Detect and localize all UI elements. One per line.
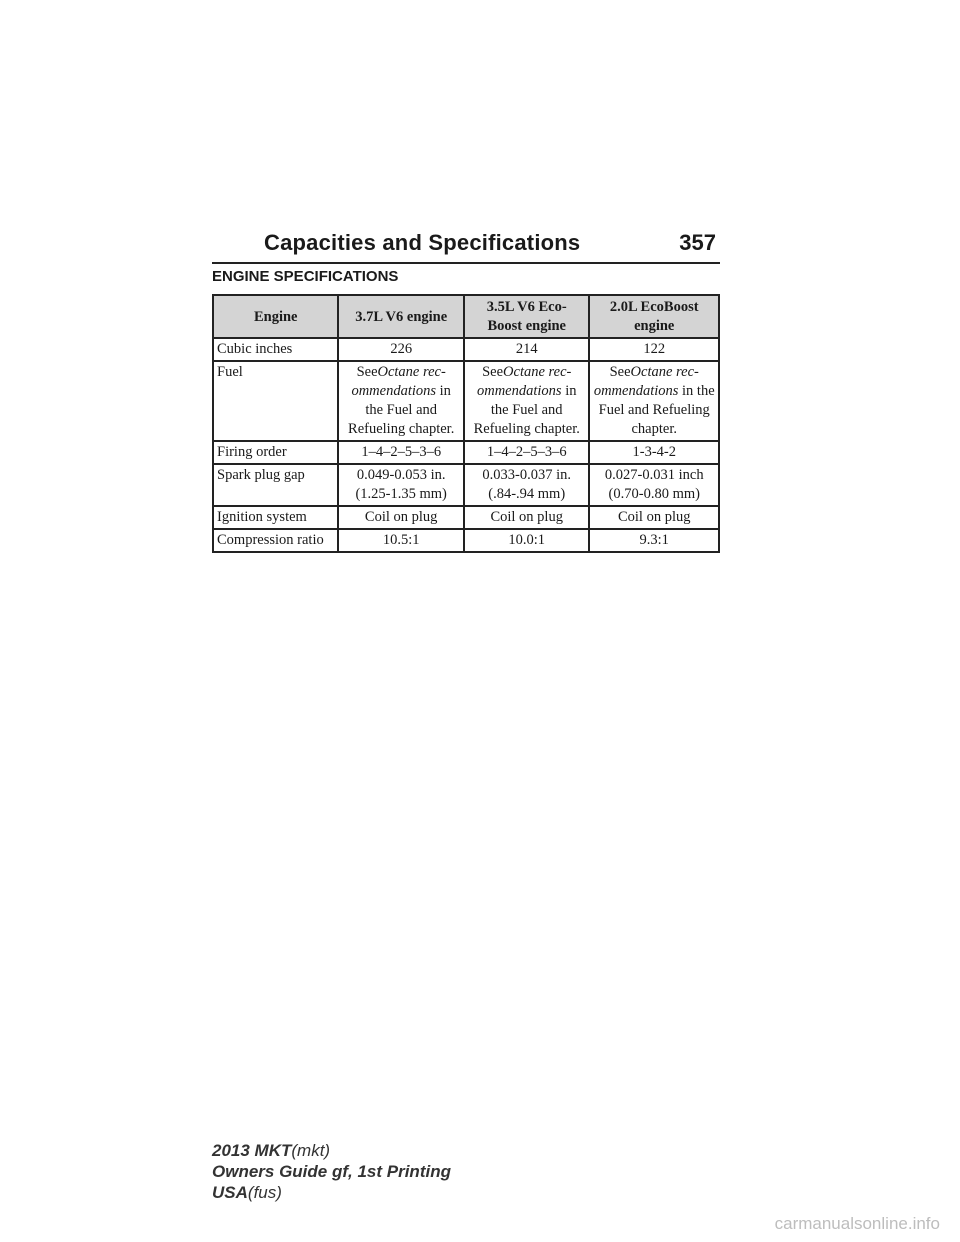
table-row xyxy=(213,529,719,552)
engine-specs-table xyxy=(212,294,720,553)
table-row xyxy=(213,506,719,529)
cell-value xyxy=(589,464,719,506)
header-engine: Engine xyxy=(213,295,338,338)
cell-value: 9.3:1 xyxy=(589,529,719,552)
cell-value: 214 xyxy=(464,338,590,361)
see-text: See xyxy=(609,364,631,380)
fuel-chapter-text: in the Fuel and Refueling chapter. xyxy=(348,383,455,437)
octane-reference: Octane rec- ommendations xyxy=(476,364,572,399)
row-label: Fuel xyxy=(213,361,338,441)
cell-value xyxy=(338,464,464,506)
cell-value: 226 xyxy=(338,338,464,361)
row-label: Spark plug gap xyxy=(213,464,338,506)
footer-region: USA xyxy=(212,1183,248,1202)
fuel-chapter-text: in the Fuel and Refueling chapter. xyxy=(598,383,715,437)
footer-line-guide: Owners Guide gf, 1st Printing xyxy=(212,1162,451,1181)
cell-value: 1–4–2–5–3–6 xyxy=(464,441,590,464)
see-text: See xyxy=(482,364,504,380)
cell-value: Coil on plug xyxy=(589,506,719,529)
header-35l-v6-ecoboost: 3.5L V6 Eco- Boost engine xyxy=(464,295,590,338)
header-20l-ecoboost: 2.0L EcoBoost engine xyxy=(589,295,719,338)
row-label: Firing order xyxy=(213,441,338,464)
octane-reference: Octane rec- ommendations xyxy=(593,364,699,399)
page-header xyxy=(212,228,720,264)
gap-mm: (1.25-1.35 mm) xyxy=(355,486,447,502)
header-37l-v6: 3.7L V6 engine xyxy=(338,295,464,338)
table-row xyxy=(213,464,719,506)
cell-value: Coil on plug xyxy=(464,506,590,529)
cell-value xyxy=(589,361,719,441)
octane-reference: Octane rec- ommendations xyxy=(351,364,446,399)
footer-line-model xyxy=(212,1140,451,1161)
row-label: Ignition system xyxy=(213,506,338,529)
cell-value: 1–4–2–5–3–6 xyxy=(338,441,464,464)
cell-value: 1-3-4-2 xyxy=(589,441,719,464)
footer-model-code: (mkt) xyxy=(291,1141,331,1160)
see-text: See xyxy=(356,364,378,380)
gap-inches: 0.027-0.031 inch xyxy=(604,467,704,483)
cell-value: 10.5:1 xyxy=(338,529,464,552)
row-label: Compression ratio xyxy=(213,529,338,552)
table-row xyxy=(213,338,719,361)
footer-model: 2013 MKT xyxy=(212,1141,292,1160)
section-title: ENGINE SPECIFICATIONS xyxy=(212,268,399,285)
page-title: Capacities and Specifications xyxy=(264,230,581,255)
cell-value xyxy=(464,464,590,506)
footer-region-code: (fus) xyxy=(247,1183,282,1202)
footer-line-region xyxy=(212,1182,451,1203)
cell-value xyxy=(464,361,590,441)
table-row xyxy=(213,361,719,441)
gap-inches: 0.033-0.037 in. xyxy=(482,467,572,483)
gap-mm: (.84-.94 mm) xyxy=(488,486,566,502)
fuel-chapter-text: in the Fuel and Refueling chapter. xyxy=(473,383,580,437)
gap-mm: (0.70-0.80 mm) xyxy=(608,486,700,502)
watermark-text: carmanualsonline.info xyxy=(774,1214,940,1233)
table-header-row xyxy=(213,295,719,338)
table-row xyxy=(213,441,719,464)
gap-inches: 0.049-0.053 in. xyxy=(356,467,446,483)
cell-value: 122 xyxy=(589,338,719,361)
cell-value xyxy=(338,361,464,441)
document-footer xyxy=(212,1140,451,1203)
page-number: 357 xyxy=(679,230,716,255)
cell-value: 10.0:1 xyxy=(464,529,590,552)
row-label: Cubic inches xyxy=(213,338,338,361)
cell-value: Coil on plug xyxy=(338,506,464,529)
